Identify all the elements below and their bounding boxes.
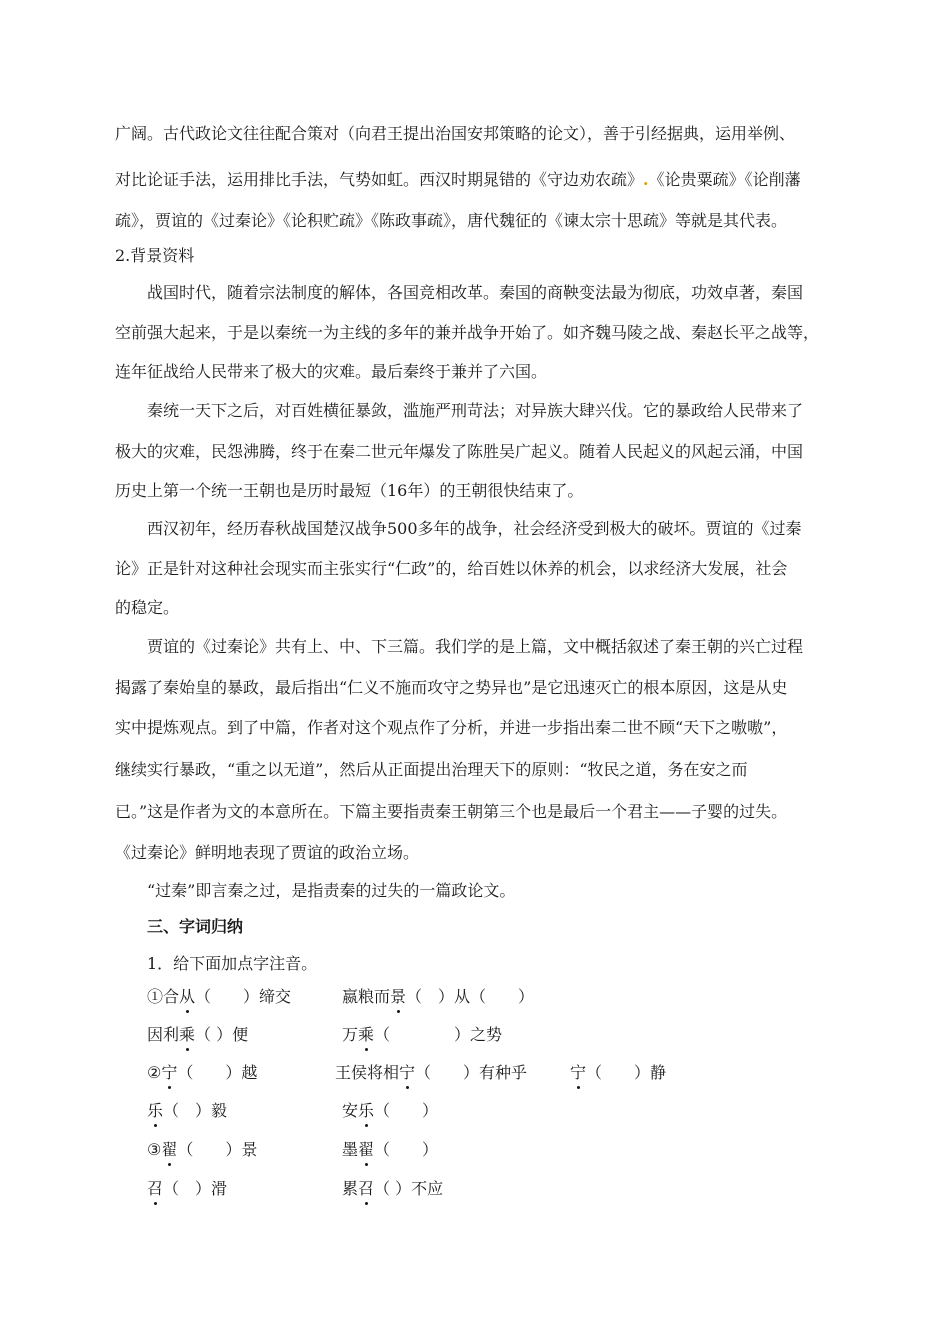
intro-line-2: 对比论证手法，运用排比手法，气势如虹。西汉时期晁错的《守边劝农疏》.《论贵粟疏》《论削藩	[115, 170, 801, 189]
paragraph-line: 空前强大起来，于是以秦统一为主线的多年的兼并战争开始了。如齐魏马陵之战、秦赵长平之战等，	[115, 323, 820, 342]
paragraph-line: 历史上第一个统一王朝也是历时最短（16年）的王朝很快结束了。	[115, 481, 584, 500]
exercise-item: 乐（ ）毅	[147, 1101, 228, 1120]
exercise-item: 召（ ）滑	[147, 1179, 228, 1198]
exercise-item: 宁（ ）静	[570, 1063, 667, 1082]
background-heading: 2.背景资料	[115, 246, 195, 265]
exercise-item: ②宁（ ）越	[147, 1063, 258, 1082]
paragraph-line: 的稳定。	[115, 598, 180, 617]
intro-line-3: 疏》，贾谊的《过秦论》《论积贮疏》《陈政事疏》，唐代魏征的《谏太宗十思疏》等就是其代表。	[115, 211, 788, 230]
exercise-item: 王侯将相宁（ ）有种乎	[335, 1063, 528, 1082]
paragraph-line: 继续实行暴政，“重之以无道”，然后从正面提出治理天下的原则：“牧民之道，务在安之而	[115, 760, 748, 779]
dotted-char: 景	[390, 987, 407, 1006]
paragraph-line: 论》正是针对这种社会现实而主张实行“仁政”的，给百姓以休养的机会，以求经济大发展，社会	[115, 559, 788, 578]
intro-line-1: 广阔。古代政论文往往配合策对（向君王提出治国安邦策略的论文），善于引经据典，运用举例、	[115, 124, 796, 143]
dotted-char: 从	[179, 987, 196, 1006]
paragraph-line: 实中提炼观点。到了中篇，作者对这个观点作了分析，并进一步指出秦二世不顾“天下之嗷嗷”，	[115, 718, 788, 737]
dotted-char: 召	[358, 1179, 375, 1198]
section-heading: 三、字词归纳	[147, 917, 244, 936]
dotted-char: 乘	[358, 1025, 375, 1044]
paragraph-line: 已。”这是作者为文的本意所在。下篇主要指责秦王朝第三个也是最后一个君主——子婴的过失。	[115, 802, 788, 821]
exercise-item: ③翟（ ）景	[147, 1140, 258, 1159]
exercise-item: 因利乘（ ）便	[147, 1025, 249, 1044]
paragraph-line: 战国时代，随着宗法制度的解体，各国竞相改革。秦国的商鞅变法最为彻底，功效卓著，秦国	[147, 283, 804, 302]
paragraph-line: 连年征战给人民带来了极大的灾难。最后秦终于兼并了六国。	[115, 362, 548, 381]
dotted-char: 召	[147, 1179, 164, 1198]
dotted-char: 乘	[179, 1025, 196, 1044]
paragraph-line: 揭露了秦始皇的暴政，最后指出“仁义不施而攻守之势异也”是它迅速灭亡的根本原因，这是从史	[115, 678, 788, 697]
dotted-char: 翟	[358, 1140, 375, 1159]
exercise-instruction: 1．给下面加点字注音。	[147, 954, 318, 973]
paragraph-line: “过秦”即言秦之过，是指责秦的过失的一篇政论文。	[147, 881, 516, 900]
dotted-char: 宁	[570, 1063, 587, 1082]
dotted-char: 乐	[358, 1101, 375, 1120]
paragraph-line: 秦统一天下之后，对百姓横征暴敛，滥施严刑苛法；对异族大肆兴伐。它的暴政给人民带来了	[147, 401, 804, 420]
dotted-char: 宁	[399, 1063, 416, 1082]
exercise-item: 墨翟（ ）	[342, 1140, 439, 1159]
paragraph-line: 贾谊的《过秦论》共有上、中、下三篇。我们学的是上篇，文中概括叙述了秦王朝的兴亡过程	[147, 637, 804, 656]
dotted-char: 乐	[147, 1101, 164, 1120]
dotted-char: 宁	[161, 1063, 178, 1082]
exercise-item: 嬴粮而景（ ）从（ ）	[342, 987, 535, 1006]
highlight-dot: .	[643, 170, 649, 189]
exercise-item: ①合从（ ）缔交	[147, 987, 292, 1006]
exercise-item: 安乐（ ）	[342, 1101, 439, 1120]
dotted-char: 翟	[161, 1140, 178, 1159]
exercise-item: 累召（ ）不应	[342, 1179, 444, 1198]
exercise-item: 万乘（ ）之势	[342, 1025, 503, 1044]
paragraph-line: 《过秦论》鲜明地表现了贾谊的政治立场。	[115, 843, 420, 862]
paragraph-line: 极大的灾难，民怨沸腾，终于在秦二世元年爆发了陈胜吴广起义。随着人民起义的风起云涌，中国	[115, 442, 804, 461]
paragraph-line: 西汉初年，经历春秋战国楚汉战争500多年的战争，社会经济受到极大的破坏。贾谊的《过秦	[147, 519, 802, 538]
